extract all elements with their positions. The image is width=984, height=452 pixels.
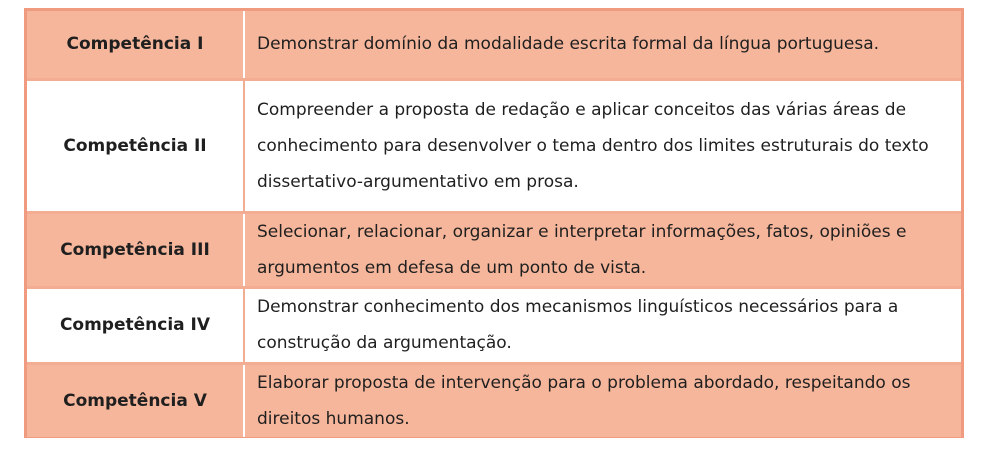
row-label: Competência V bbox=[27, 363, 244, 437]
row-description: Demonstrar conhecimento dos mecanismos linguísticos necessários para a construção da argumentação. bbox=[244, 287, 961, 363]
competencies-table-frame bbox=[24, 8, 964, 438]
table-row-competencia-1 bbox=[27, 11, 961, 79]
table-row-competencia-2 bbox=[27, 79, 961, 212]
row-label: Competência I bbox=[27, 11, 244, 79]
table-row-competencia-5 bbox=[27, 363, 961, 437]
row-label: Competência IV bbox=[27, 287, 244, 363]
table-row-competencia-3 bbox=[27, 212, 961, 287]
row-description: Elaborar proposta de intervenção para o problema abordado, respeitando os direitos humanos. bbox=[244, 363, 961, 437]
row-label: Competência III bbox=[27, 212, 244, 287]
competencies-table bbox=[27, 11, 961, 437]
row-description: Selecionar, relacionar, organizar e interpretar informações, fatos, opiniões e argumentos em defesa de um ponto de vista. bbox=[244, 212, 961, 287]
table-row-competencia-4 bbox=[27, 287, 961, 363]
row-label: Competência II bbox=[27, 79, 244, 212]
row-description: Compreender a proposta de redação e aplicar conceitos das várias áreas de conhecimento para desenvolver o tema dentro dos limites estruturais do texto dissertativo-argumentativo em prosa. bbox=[244, 79, 961, 212]
row-description: Demonstrar domínio da modalidade escrita formal da língua portuguesa. bbox=[244, 11, 961, 79]
